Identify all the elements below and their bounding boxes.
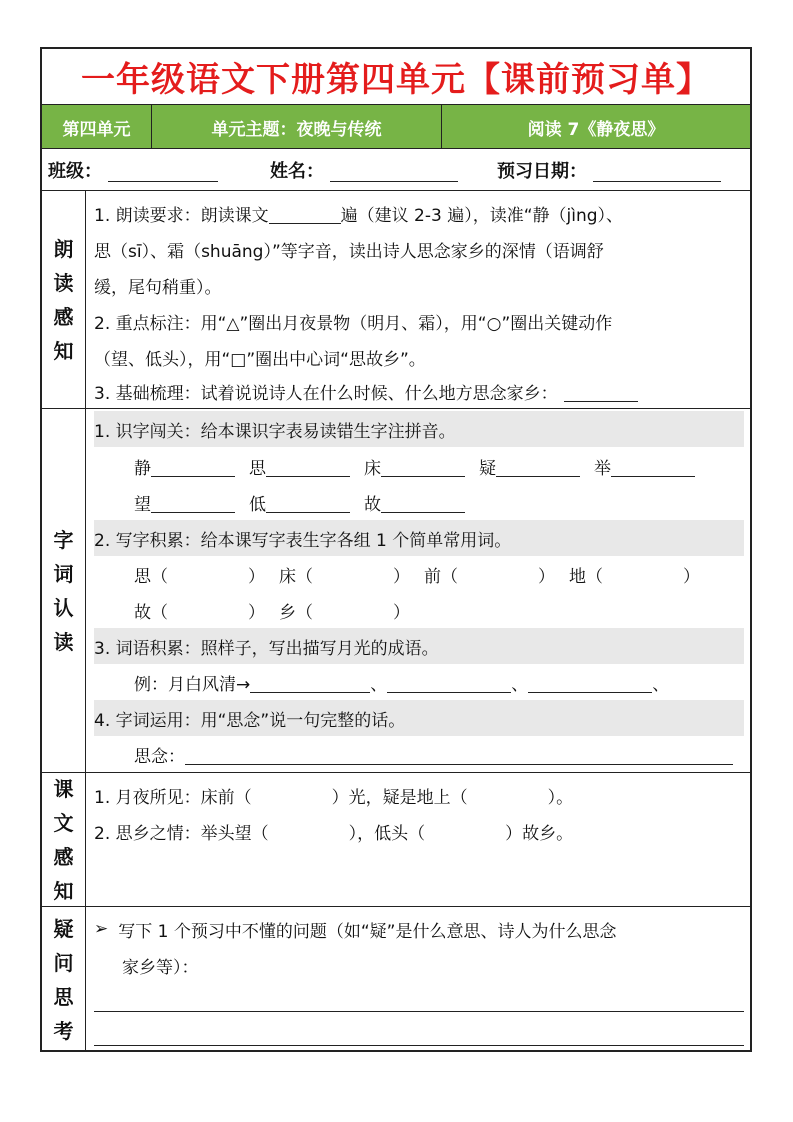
reading-item-1-text-b: 遍（建议 2-3 遍），读准“静（jìng）、: [340, 205, 624, 226]
name-field[interactable]: [330, 159, 458, 182]
char-label: 思: [249, 458, 266, 479]
side-char: 考: [53, 1018, 74, 1043]
read-times-field[interactable]: [269, 203, 341, 224]
text-line-2-c: ）故乡。: [505, 823, 574, 844]
unit-label: 第四单元: [42, 105, 152, 149]
reading-item-2: 2. 重点标注：用“△”圈出月夜景物（明月、霜），用“○”圈出关键动作: [94, 313, 613, 334]
word-group-close: ）: [683, 566, 700, 587]
side-char: 文: [53, 810, 74, 835]
reading-item-3-field[interactable]: [564, 381, 638, 402]
pinyin-field[interactable]: [611, 456, 695, 477]
reading-item-1-text: 1. 朗读要求：朗读课文: [94, 205, 269, 226]
lesson-label: 阅读 7《静夜思》: [527, 119, 665, 140]
side-char: 朗: [53, 236, 74, 261]
reading-item-3-text: 3. 基础梳理：试着说说诗人在什么时候、什么地方思念家乡：: [94, 383, 558, 404]
word-group-close: ）: [248, 602, 265, 623]
side-char: 知: [53, 338, 74, 363]
sentence-row: [94, 736, 744, 772]
char-label: 静: [134, 458, 151, 479]
char-label: 举: [594, 458, 611, 479]
char-label: 疑: [479, 458, 496, 479]
side-char: 知: [53, 878, 74, 903]
name-label: 姓名：: [270, 161, 324, 182]
text-line-2-b: ），低头（: [348, 823, 426, 844]
section-questions-label: [42, 907, 86, 1052]
side-char: 问: [53, 950, 74, 975]
words-q2: 2. 写字积累：给本课写字表生字各组 1 个简单常用词。: [94, 520, 744, 556]
header-bar: [42, 105, 750, 149]
sentence-field[interactable]: [185, 744, 733, 765]
section-questions: [42, 907, 750, 1052]
word-group-open: 前（: [424, 566, 458, 587]
text-line-1-c: ）。: [547, 787, 574, 808]
section-text-label: [42, 773, 86, 906]
theme-label: 单元主题：夜晚与传统: [152, 105, 442, 149]
question-prompt-text: 写下 1 个预习中不懂的问题（如“疑”是什么意思、诗人为什么思念: [118, 921, 617, 942]
pinyin-field[interactable]: [266, 492, 350, 513]
pinyin-field[interactable]: [381, 456, 465, 477]
words-q1: 1. 识字闯关：给本课识字表易读错生字注拼音。: [94, 411, 744, 447]
reading-item-3: [94, 373, 744, 409]
reading-item-1-cont: 思（sī）、霜（shuāng）”等字音，读出诗人思念家乡的深情（语调舒: [94, 241, 604, 262]
idiom-field[interactable]: [250, 672, 370, 693]
date-label: 预习日期：: [497, 161, 587, 182]
question-prompt-cont: 家乡等）：: [122, 957, 199, 978]
section-words: [42, 409, 750, 773]
text-line-1-b: ）光，疑是地上（: [331, 787, 468, 808]
date-field[interactable]: [593, 159, 721, 182]
text-line-1-a: 1. 月夜所见：床前（: [94, 787, 252, 808]
word-group-open: 床（: [279, 566, 313, 587]
student-info-row: [42, 149, 750, 191]
side-char: 感: [53, 304, 74, 329]
section-text: [42, 773, 750, 907]
side-char: 课: [53, 776, 74, 801]
answer-line[interactable]: [94, 1011, 744, 1012]
side-char: 认: [53, 595, 74, 620]
section-reading: [42, 191, 750, 409]
text-line-2-a: 2. 思乡之情：举头望（: [94, 823, 269, 844]
idiom-field[interactable]: [387, 672, 511, 693]
char-label: 故: [364, 494, 381, 515]
word-group-close: ）: [538, 566, 555, 587]
word-group-row-2: [94, 592, 744, 628]
pinyin-field[interactable]: [266, 456, 350, 477]
char-label: 低: [249, 494, 266, 515]
reading-item-1-cont2: 缓，尾句稍重）。: [94, 277, 222, 298]
word-group-open: 思（: [134, 566, 168, 587]
pinyin-field[interactable]: [151, 456, 235, 477]
section-words-label: [42, 409, 86, 772]
arrow-bullet-icon: ➢: [94, 919, 109, 939]
pinyin-row-1: [94, 448, 744, 484]
side-char: 疑: [53, 916, 74, 941]
text-line-2: [94, 813, 744, 849]
page-title: 一年级语文下册第四单元【课前预习单】: [42, 49, 750, 105]
word-group-close: ）: [393, 566, 410, 587]
answer-line[interactable]: [94, 1045, 744, 1046]
word-group-open: 乡（: [279, 602, 313, 623]
pinyin-field[interactable]: [496, 456, 580, 477]
word-group-open: 故（: [134, 602, 168, 623]
worksheet: [40, 47, 752, 1052]
reading-item-2-cont: （望、低头），用“□”圈出中心词“思故乡”。: [94, 349, 426, 370]
sentence-label: 思念：: [134, 746, 185, 767]
class-field[interactable]: [108, 159, 218, 182]
char-label: 望: [134, 494, 151, 515]
reading-item-1: [94, 195, 744, 231]
char-label: 床: [364, 458, 381, 479]
side-char: 读: [53, 270, 74, 295]
word-group-close: ）: [393, 602, 410, 623]
word-group-open: 地（: [569, 566, 603, 587]
idiom-row: [94, 664, 744, 700]
side-char: 字: [53, 527, 74, 552]
idiom-field[interactable]: [528, 672, 652, 693]
separator: 、: [511, 674, 529, 695]
text-line-1: [94, 777, 744, 813]
pinyin-field[interactable]: [151, 492, 235, 513]
words-q4: 4. 字词运用：用“思念”说一句完整的话。: [94, 700, 744, 736]
separator: 、: [370, 674, 388, 695]
word-group-close: ）: [248, 566, 265, 587]
side-char: 思: [53, 984, 74, 1009]
question-prompt: [94, 911, 744, 947]
idiom-example: 例：月白风清→: [134, 674, 251, 695]
word-group-row-1: [94, 556, 744, 592]
side-char: 词: [53, 561, 74, 586]
pinyin-field[interactable]: [381, 492, 465, 513]
class-label: 班级：: [48, 161, 102, 182]
pinyin-row-2: [94, 484, 744, 520]
side-char: 读: [53, 629, 74, 654]
separator: 、: [652, 674, 670, 695]
words-q3: 3. 词语积累：照样子，写出描写月光的成语。: [94, 628, 744, 664]
side-char: 感: [53, 844, 74, 869]
section-reading-label: [42, 191, 86, 408]
